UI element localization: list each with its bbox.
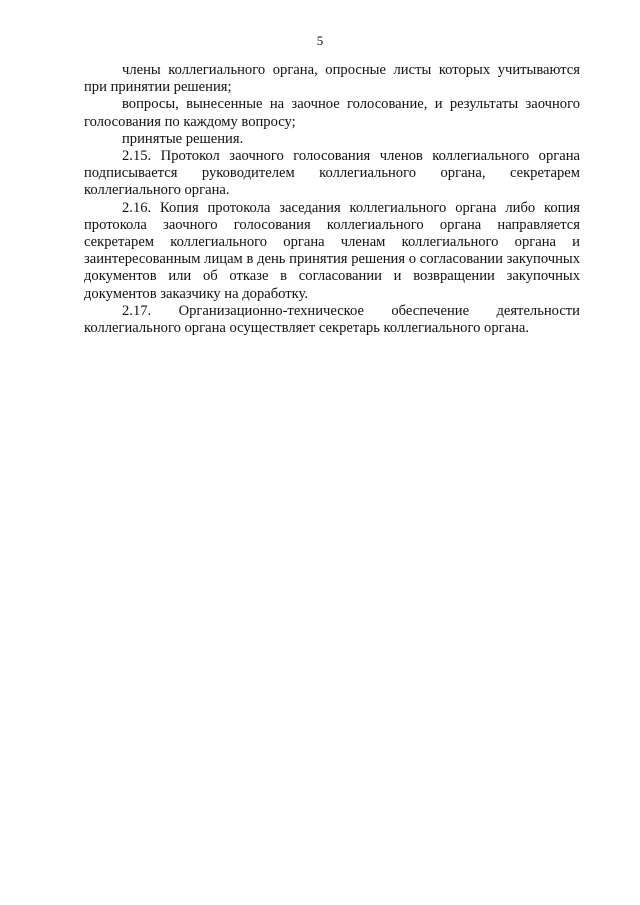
paragraph-decisions: принятые решения.	[122, 130, 244, 147]
page-number: 5	[316, 33, 324, 48]
paragraph-members-list: члены коллегиального органа, опросные листы которых учитываются при принятии решения;	[84, 62, 580, 96]
paragraph-2-17: 2.17. Организационно-техническое обеспечение деятельности коллегиального органа осуществляет секретарь коллегиального органа.	[84, 302, 580, 337]
paragraph-questions-results: вопросы, вынесенные на заочное голосование, и результаты заочного голосования по каждому вопросу;	[84, 96, 580, 130]
document-body	[84, 62, 580, 337]
paragraph-2-15: 2.15. Протокол заочного голосования членов коллегиального органа подписывается руководителем коллегиального органа, секретарем коллегиального органа.	[84, 148, 580, 199]
paragraph-2-16: 2.16. Копия протокола заседания коллегиального органа либо копия протокола заочного голосования коллегиального органа направляется секретарем коллегиального органа членам коллегиального органа и заинтересованным лицам в день принятия решения о согласовании закупочных документов или об отказе в согласовании и возвращении закупочных документов заказчику на доработку.	[84, 199, 580, 302]
